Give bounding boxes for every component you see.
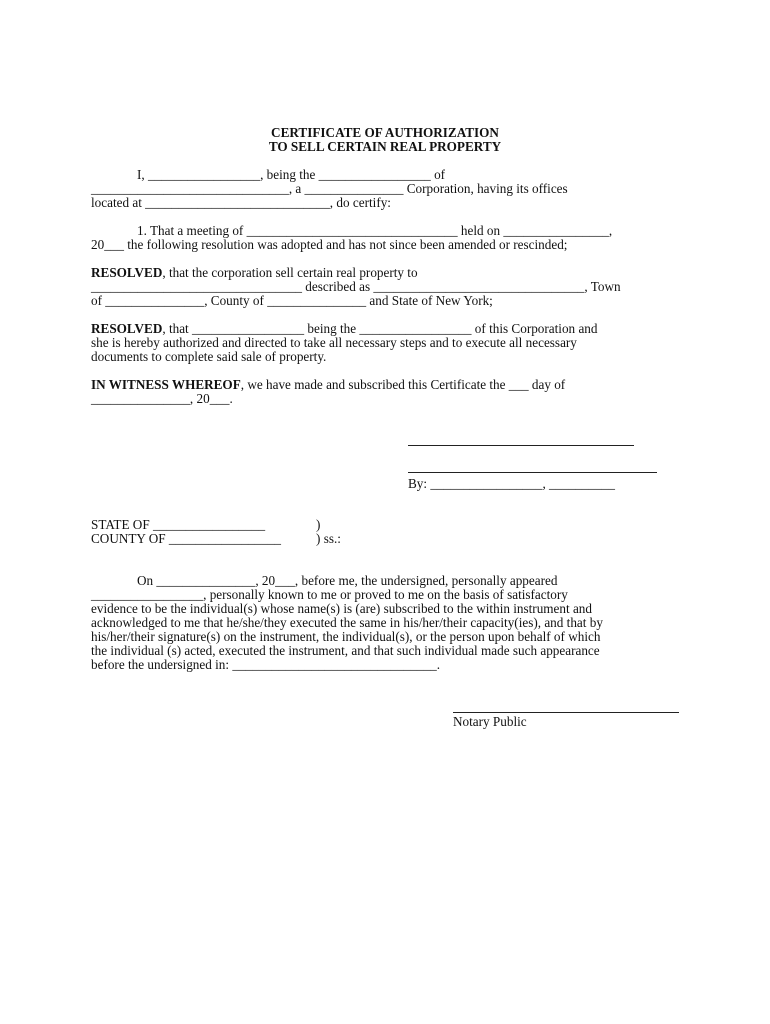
resolved-2-keyword: RESOLVED <box>91 321 163 336</box>
title-line-2: TO SELL CERTAIN REAL PROPERTY <box>268 139 502 154</box>
resolved-1-text: , that the corporation sell certain real property to <box>162 265 418 280</box>
venue-county-paren: ) ss.: <box>316 531 341 546</box>
resolved-1-line-1 <box>91 266 418 280</box>
notary-signature-line <box>453 712 679 713</box>
witness-text: , we have made and subscribed this Certificate the ___ day of <box>240 377 566 392</box>
signature-by-line: By: _________________, __________ <box>408 476 615 491</box>
resolved-1-line-3: of _______________, County of _______________ and State of New York; <box>91 293 493 308</box>
intro-line-1: I, _________________, being the _________________ of <box>137 167 446 182</box>
witness-keyword: IN WITNESS WHEREOF <box>91 377 241 392</box>
witness-line-2: _______________, 20___. <box>91 391 233 406</box>
venue-state: STATE OF _________________ <box>91 517 266 532</box>
meeting-line-1: 1. That a meeting of ________________________________ held on ________________, <box>137 223 613 238</box>
notary-label: Notary Public <box>453 714 527 729</box>
acknowledgment-line-3: evidence to be the individual(s) whose name(s) is (are) subscribed to the within instrument and <box>91 601 592 616</box>
title-line-1: CERTIFICATE OF AUTHORIZATION <box>271 125 499 140</box>
signature-line-1 <box>408 445 634 446</box>
acknowledgment-line-1: On _______________, 20___, before me, the undersigned, personally appeared <box>137 573 558 588</box>
venue-state-paren: ) <box>316 517 321 532</box>
witness-line-1 <box>91 378 565 392</box>
resolved-1-line-2: ________________________________ described as ________________________________, Town <box>91 279 621 294</box>
acknowledgment-line-5: his/her/their signature(s) on the instrument, the individual(s), or the person upon behalf of which <box>91 629 601 644</box>
acknowledgment-line-2: _________________, personally known to me or proved to me on the basis of satisfactory <box>91 587 568 602</box>
resolved-2-line-3: documents to complete said sale of property. <box>91 349 327 364</box>
intro-line-3: located at ____________________________, do certify: <box>91 195 391 210</box>
meeting-line-2: 20___ the following resolution was adopted and has not since been amended or rescinded; <box>91 237 568 252</box>
resolved-2-line-2: she is hereby authorized and directed to take all necessary steps and to execute all necessary <box>91 335 577 350</box>
venue-county: COUNTY OF _________________ <box>91 531 282 546</box>
intro-line-2: ______________________________, a _______________ Corporation, having its offices <box>91 181 568 196</box>
acknowledgment-line-4: acknowledged to me that he/she/they executed the same in his/her/their capacity(ies), and that by <box>91 615 603 630</box>
resolved-2-line-1 <box>91 322 598 336</box>
acknowledgment-line-7: before the undersigned in: _______________________________. <box>91 657 441 672</box>
acknowledgment-line-6: the individual (s) acted, executed the instrument, and that such individual made such appearance <box>91 643 600 658</box>
signature-line-2 <box>408 472 657 473</box>
resolved-1-keyword: RESOLVED <box>91 265 163 280</box>
resolved-2-text: , that _________________ being the _________________ of this Corporation and <box>162 321 598 336</box>
